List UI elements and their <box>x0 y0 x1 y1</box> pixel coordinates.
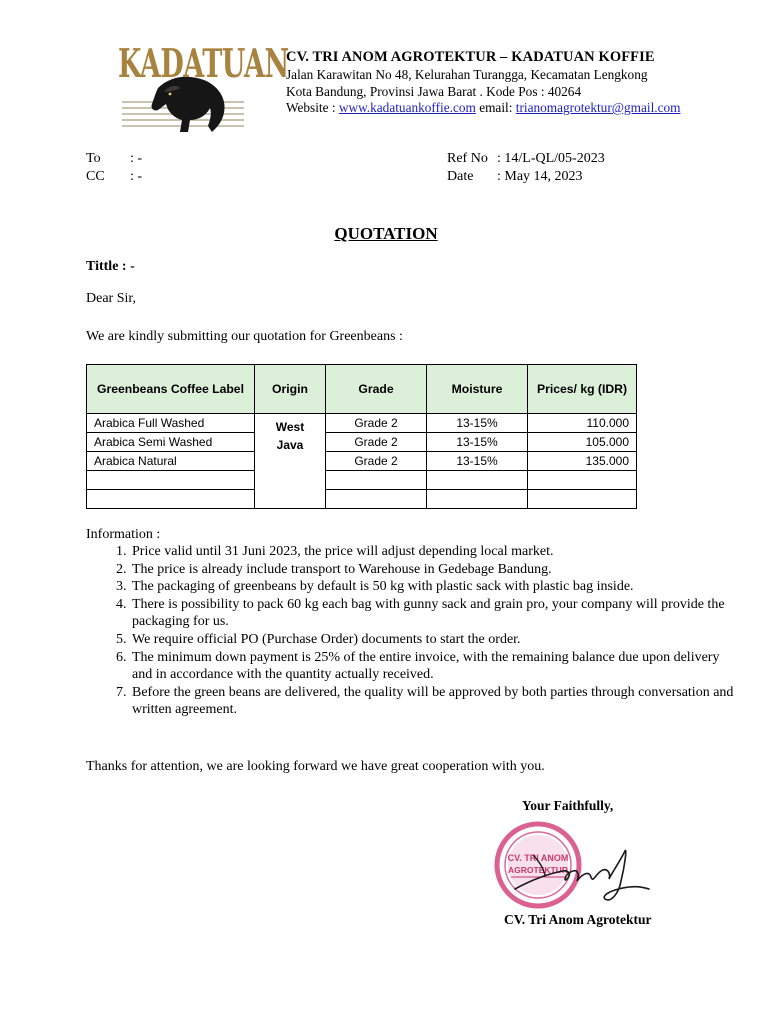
email-link[interactable]: trianomagrotektur@gmail.com <box>515 100 681 115</box>
date-label: Date <box>447 169 474 184</box>
table-header-row <box>87 365 637 414</box>
cell-label: Arabica Full Washed <box>87 414 255 433</box>
address-line-1: Jalan Karawitan No 48, Kelurahan Turangga, Kecamatan Lengkong <box>286 67 648 82</box>
intro-text: We are kindly submitting our quotation for Greenbeans : <box>86 329 403 344</box>
cell-origin <box>255 414 326 509</box>
cell-grade: Grade 2 <box>326 452 427 471</box>
closing-text: Thanks for attention, we are looking forward we have great cooperation with you. <box>86 759 545 774</box>
logo-text: KADATUAN <box>118 42 289 87</box>
table-row <box>87 433 637 452</box>
header-grade: Grade <box>326 365 427 414</box>
to-value: : - <box>130 151 143 166</box>
ref-label: Ref No <box>447 151 488 166</box>
cell-moisture <box>427 471 528 490</box>
cell-price: 135.000 <box>528 452 637 471</box>
greeting: Dear Sir, <box>86 291 136 306</box>
cell-moisture: 13-15% <box>427 433 528 452</box>
company-stamp <box>493 815 653 911</box>
cell-grade: Grade 2 <box>326 433 427 452</box>
information-list <box>86 543 740 719</box>
contact-line <box>286 100 681 116</box>
tittle-line: Tittle : - <box>86 259 135 274</box>
cell-label <box>87 471 255 490</box>
header-label: Greenbeans Coffee Label <box>87 365 255 414</box>
list-item: 5. We require official PO (Purchase Order) documents to start the order. <box>130 631 740 649</box>
email-label: email: <box>479 100 513 115</box>
list-item: 1. Price valid until 31 Juni 2023, the price will adjust depending local market. <box>130 543 740 561</box>
cell-grade <box>326 490 427 509</box>
list-item: 6. The minimum down payment is 25% of the entire invoice, with the remaining balance due upon delivery and in accordance with the quantity actually received. <box>130 649 740 684</box>
cell-grade: Grade 2 <box>326 414 427 433</box>
to-label: To <box>86 151 101 166</box>
header-origin: Origin <box>255 365 326 414</box>
list-item: 2. The price is already include transport to Warehouse in Gedebage Bandung. <box>130 561 740 579</box>
cell-moisture <box>427 490 528 509</box>
table-row <box>87 414 637 433</box>
cell-price <box>528 471 637 490</box>
header-moisture: Moisture <box>427 365 528 414</box>
cc-value: : - <box>130 169 143 184</box>
cell-label <box>87 490 255 509</box>
price-table <box>86 364 637 509</box>
ref-value: : 14/L-QL/05-2023 <box>497 151 605 166</box>
signature-salutation: Your Faithfully, <box>522 798 614 813</box>
date-value: : May 14, 2023 <box>497 169 583 184</box>
document-title: QUOTATION <box>334 224 438 243</box>
company-name: CV. TRI ANOM AGROTEKTUR – KADATUAN KOFFIE <box>286 49 655 65</box>
cell-price: 105.000 <box>528 433 637 452</box>
information-heading: Information : <box>86 527 161 542</box>
list-item: 4. There is possibility to pack 60 kg each bag with gunny sack and grain pro, your company will provide the packaging for us. <box>130 596 740 631</box>
address-line-2: Kota Bandung, Provinsi Jawa Barat . Kode Pos : 40264 <box>286 84 582 99</box>
cell-moisture: 13-15% <box>427 414 528 433</box>
cell-moisture: 13-15% <box>427 452 528 471</box>
cell-grade <box>326 471 427 490</box>
list-item: 3. The packaging of greenbeans by default is 50 kg with plastic sack with plastic bag inside. <box>130 578 740 596</box>
signatory-name: CV. Tri Anom Agrotektur <box>504 912 652 927</box>
cell-label: Arabica Natural <box>87 452 255 471</box>
cc-label: CC <box>86 169 105 184</box>
cell-price: 110.000 <box>528 414 637 433</box>
cell-price <box>528 490 637 509</box>
table-row <box>87 471 637 490</box>
header-price: Prices/ kg (IDR) <box>528 365 637 414</box>
list-item: 7. Before the green beans are delivered, the quality will be approved by both parties through conversation and written agreement. <box>130 684 740 719</box>
svg-text:AGROTEKTUR: AGROTEKTUR <box>508 865 568 875</box>
website-link[interactable]: www.kadatuankoffie.com <box>338 100 476 115</box>
svg-text:CV. TRI ANOM: CV. TRI ANOM <box>507 853 569 863</box>
table-row <box>87 452 637 471</box>
cell-label: Arabica Semi Washed <box>87 433 255 452</box>
table-row <box>87 490 637 509</box>
website-label: Website : <box>286 100 336 115</box>
company-logo <box>118 40 289 136</box>
origin-text: West Java <box>275 420 305 452</box>
